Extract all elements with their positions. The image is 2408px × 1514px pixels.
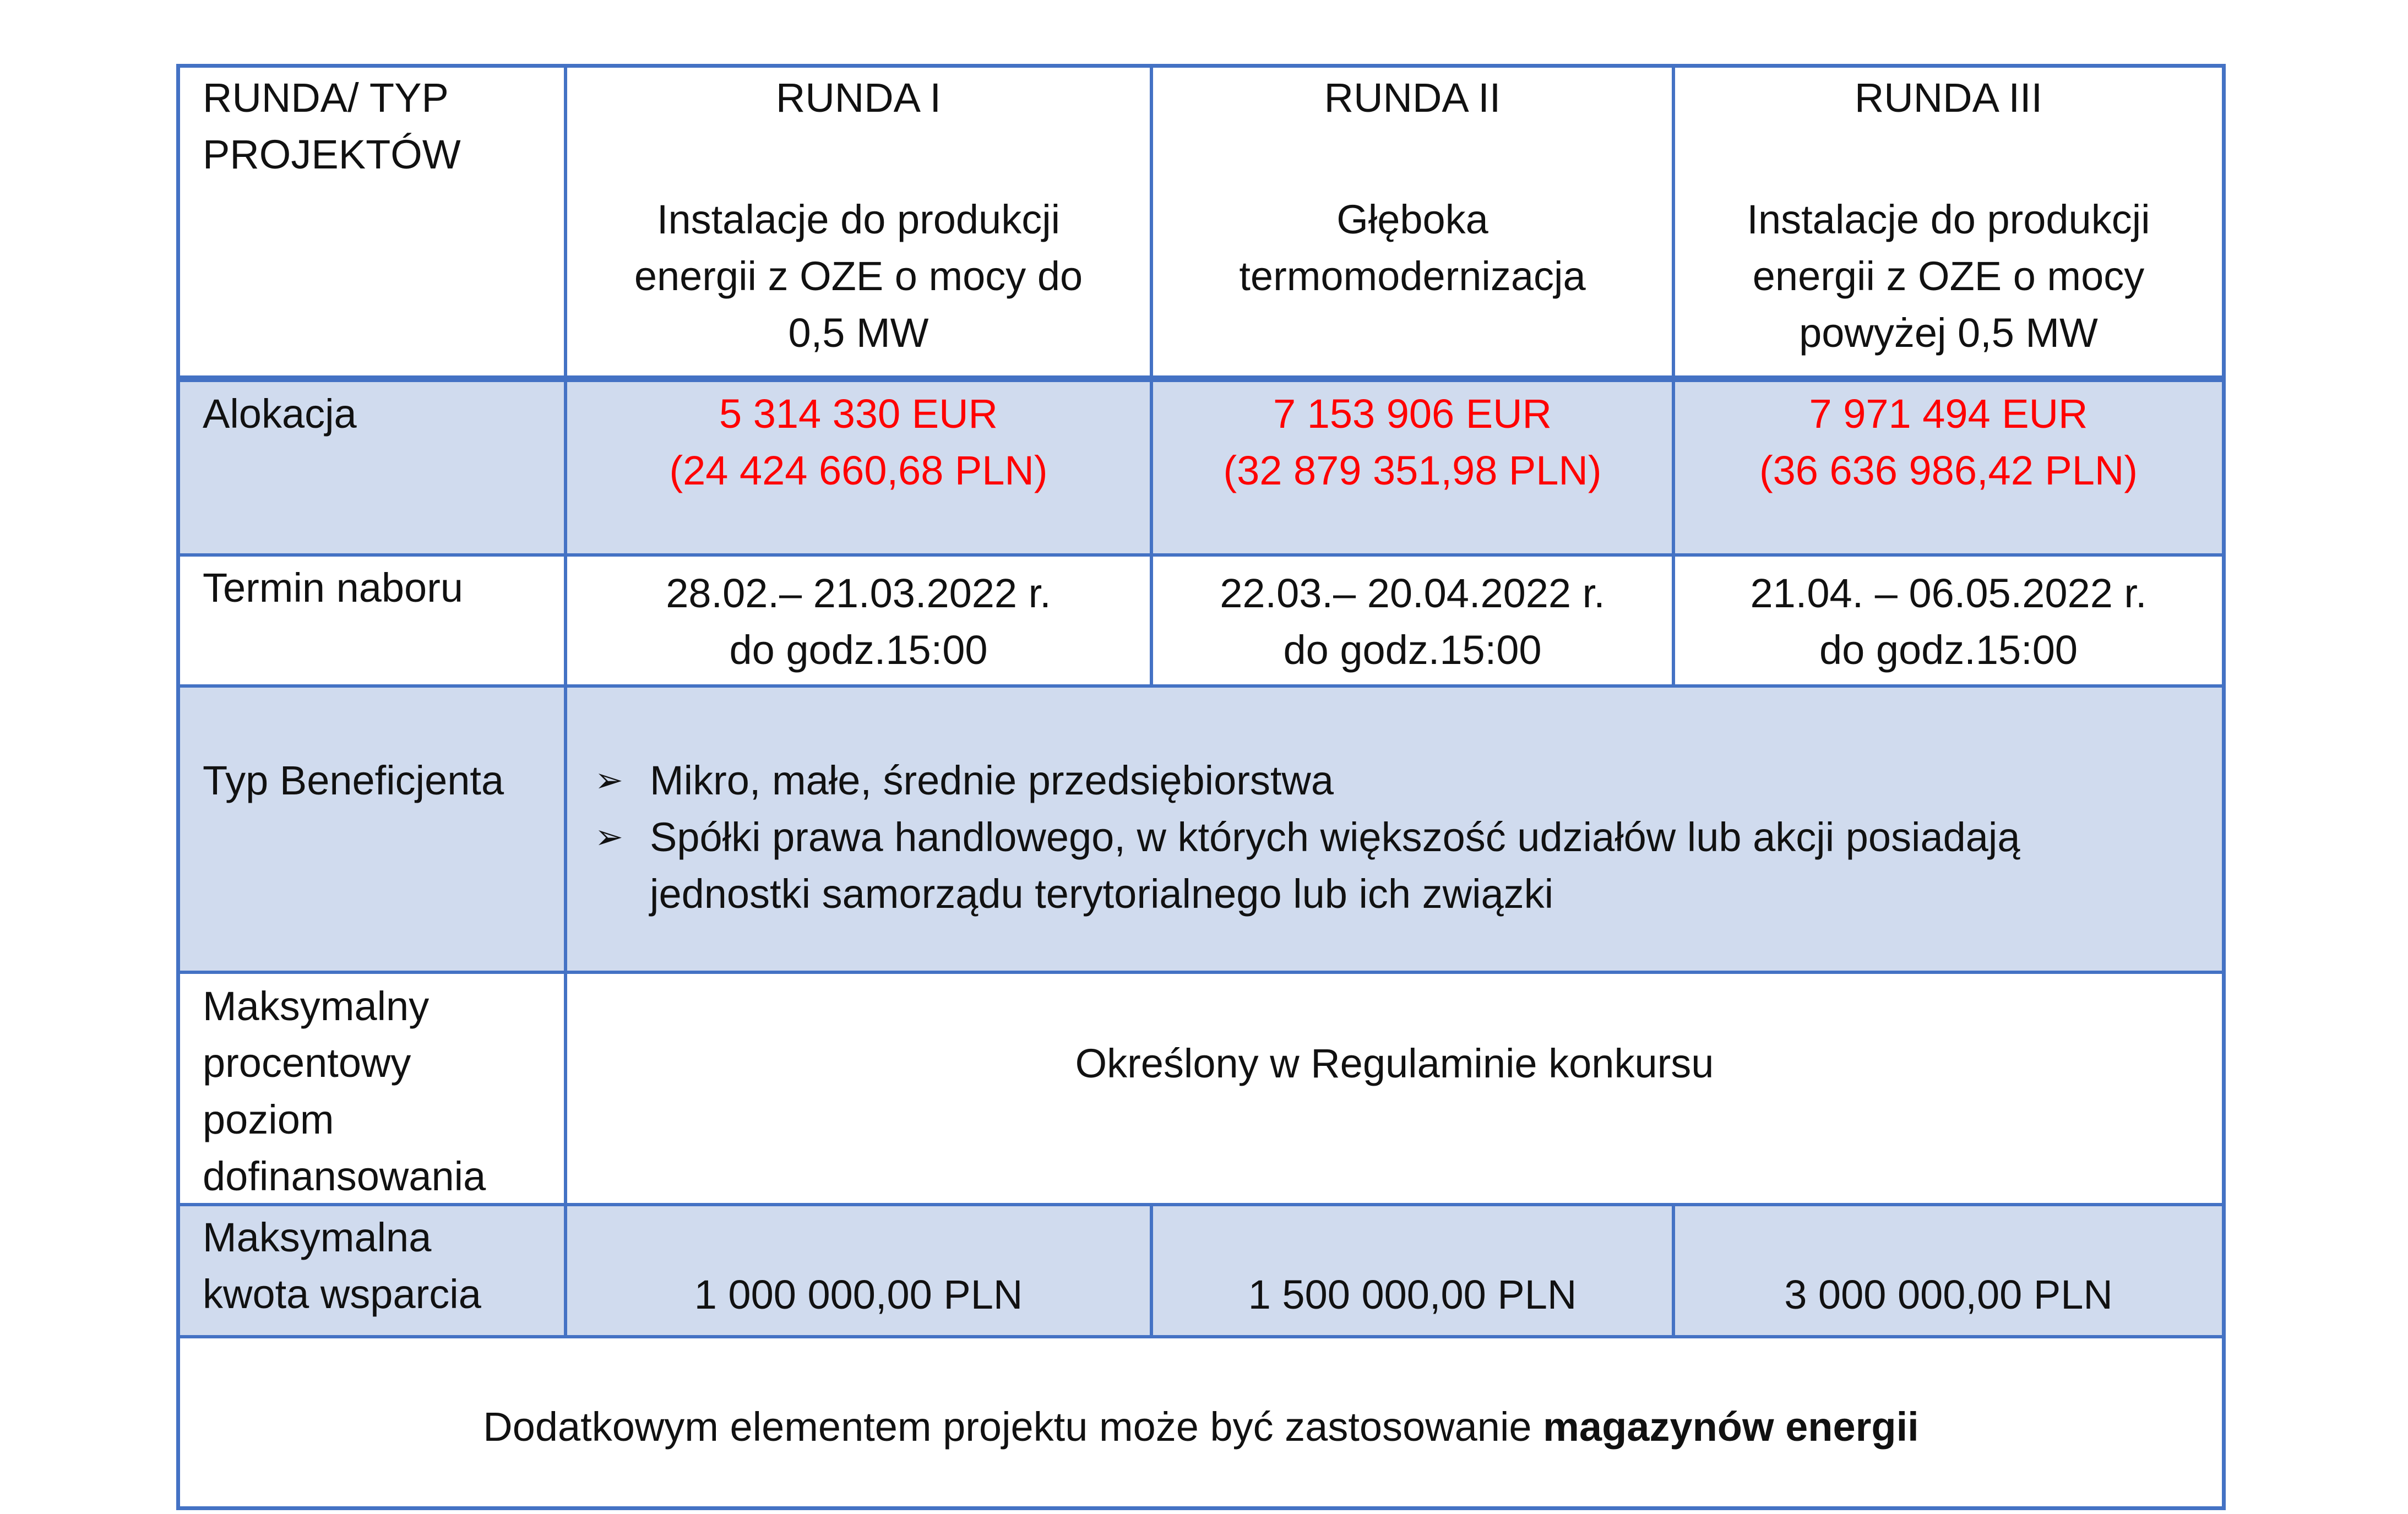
- row-divider: [176, 553, 2226, 557]
- footer-text: Dodatkowym elementem projektu może być zastosowanie: [483, 1404, 1543, 1450]
- max-amount-round-1: 1 000 000,00 PLN: [694, 1272, 1023, 1317]
- deadline-dates: 22.03.– 20.04.2022 r.: [1220, 570, 1605, 616]
- deadline-round-1: [567, 565, 1150, 678]
- round-1-desc-line: energii z OZE o mocy do: [634, 253, 1083, 299]
- allocation-pln: (36 636 986,42 PLN): [1759, 448, 2138, 493]
- header-corner-line: RUNDA/ TYP: [203, 75, 449, 121]
- round-3-desc-line: powyżej 0,5 MW: [1799, 310, 2098, 356]
- header-round-2: [1153, 69, 1672, 304]
- round-2-name: RUNDA II: [1324, 75, 1501, 121]
- allocation-eur: 7 971 494 EUR: [1809, 391, 2088, 437]
- table-border-top: [176, 64, 2226, 68]
- table-border-left: [176, 64, 180, 1510]
- round-3-desc-line: energii z OZE o mocy: [1752, 253, 2145, 299]
- max-percent-value: Określony w Regulaminie konkursu: [1075, 1041, 1714, 1086]
- header-divider: [176, 375, 2226, 382]
- round-2-desc-line: termomodernizacja: [1239, 253, 1586, 299]
- deadline-dates: 21.04. – 06.05.2022 r.: [1750, 570, 2147, 616]
- allocation-round-3: [1675, 385, 2222, 499]
- allocation-pln: (24 424 660,68 PLN): [669, 448, 1048, 493]
- beneficiary-item-line: Mikro, małe, średnie przedsiębiorstwa: [650, 758, 1334, 803]
- max-amount-label: [203, 1209, 555, 1322]
- beneficiary-item: [595, 809, 2192, 922]
- deadline-label: Termin naboru: [203, 565, 464, 611]
- allocation-eur: 5 314 330 EUR: [719, 391, 998, 437]
- max-percent-label-line: Maksymalny: [203, 983, 430, 1029]
- max-amount-label-line: Maksymalna: [203, 1215, 432, 1260]
- max-percent-label: [203, 978, 555, 1205]
- table-border-bottom: [176, 1506, 2226, 1510]
- header-round-1: [567, 69, 1150, 361]
- allocation-eur: 7 153 906 EUR: [1273, 391, 1552, 437]
- max-percent-label-line: procentowy: [203, 1040, 411, 1086]
- beneficiary-item-line: Spółki prawa handlowego, w których większość udziałów lub akcji posiadają: [650, 814, 2020, 860]
- footer-text-bold: magazynów energii: [1543, 1404, 1919, 1450]
- round-1-name: RUNDA I: [775, 75, 942, 121]
- row-divider: [176, 971, 2226, 974]
- deadline-dates: 28.02.– 21.03.2022 r.: [666, 570, 1051, 616]
- allocation-round-2: [1153, 385, 1672, 499]
- beneficiary-list: [595, 752, 2192, 922]
- deadline-time: do godz.15:00: [1819, 627, 2078, 673]
- arrowhead-bullet-icon: ➢: [595, 761, 623, 799]
- beneficiary-label: Typ Beneficjenta: [203, 758, 504, 803]
- rounds-table: [176, 64, 2226, 1510]
- row-divider: [176, 684, 2226, 688]
- allocation-pln: (32 879 351,98 PLN): [1223, 448, 1602, 493]
- round-3-desc-line: Instalacje do produkcji: [1747, 197, 2150, 242]
- table-border-right: [2222, 64, 2226, 1510]
- round-1-desc-line: Instalacje do produkcji: [656, 197, 1061, 242]
- deadline-time: do godz.15:00: [1283, 627, 1542, 673]
- deadline-round-3: [1675, 565, 2222, 678]
- max-amount-label-line: kwota wsparcia: [203, 1271, 481, 1317]
- header-round-3: [1675, 69, 2222, 361]
- deadline-time: do godz.15:00: [729, 627, 988, 673]
- header-corner: [203, 69, 555, 183]
- arrowhead-bullet-icon: ➢: [595, 818, 623, 856]
- header-corner-line: PROJEKTÓW: [203, 132, 461, 177]
- max-amount-round-3: 3 000 000,00 PLN: [1784, 1272, 2113, 1317]
- round-2-desc-line: Głęboka: [1336, 197, 1488, 242]
- deadline-round-2: [1153, 565, 1672, 678]
- footer-note: [180, 1398, 2222, 1455]
- allocation-label: Alokacja: [203, 391, 357, 437]
- round-1-desc-line: 0,5 MW: [788, 310, 929, 356]
- beneficiary-item: [595, 752, 2192, 809]
- beneficiary-item-line: jednostki samorządu terytorialnego lub ich związki: [650, 871, 1554, 917]
- max-amount-round-2: 1 500 000,00 PLN: [1248, 1272, 1577, 1317]
- round-3-name: RUNDA III: [1854, 75, 2043, 121]
- row-divider: [176, 1335, 2226, 1338]
- max-percent-label-line: poziom: [203, 1097, 334, 1142]
- max-percent-label-line: dofinansowania: [203, 1153, 486, 1199]
- allocation-round-1: [567, 385, 1150, 499]
